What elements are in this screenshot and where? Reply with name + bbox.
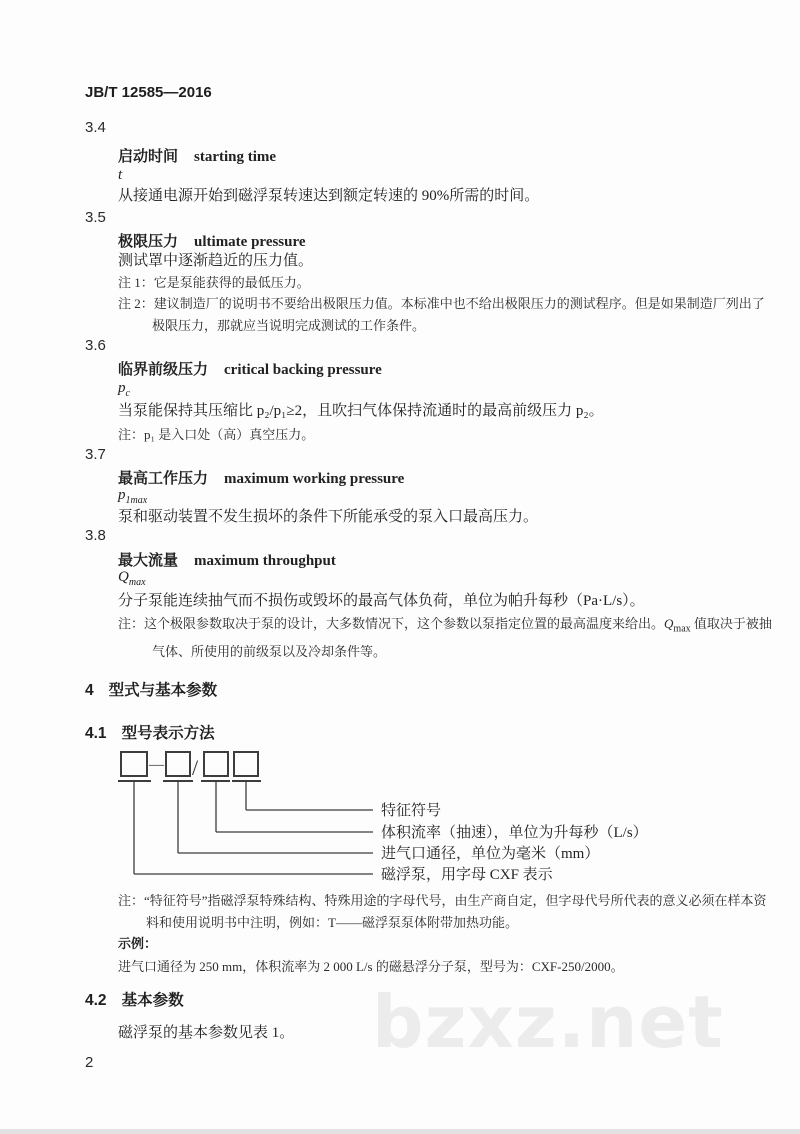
note-2-text: 建议制造厂的说明书不要给出极限压力值。本标准中也不给出极限压力的测试程序。但是如果制造厂列出了极限压力，那就应当说明完成测试的工作条件。 [152, 296, 765, 333]
designation-box-3 [204, 752, 228, 776]
term-line-3-6 [118, 358, 382, 379]
term-cn-3-8: 最大流量 [118, 552, 179, 569]
symbol-3-8 [118, 569, 146, 588]
term-en-3-5: ultimate pressure [194, 234, 306, 250]
term-en-3-8: maximum throughput [194, 553, 336, 569]
designation-box-2 [166, 752, 190, 776]
page-number: 2 [85, 1054, 94, 1071]
leader-lines [134, 781, 373, 874]
standard-number-header: JB/T 12585—2016 [85, 84, 212, 101]
note-2-3-5 [118, 293, 774, 337]
watermark: bzxz.net [372, 980, 724, 1064]
dash-separator: — [149, 757, 164, 773]
section-title-4-1: 型号表示方法 [121, 725, 215, 742]
symbol-sub-3-8: max [128, 577, 146, 588]
section-number-4-2: 4.2 [85, 992, 107, 1009]
term-cn-3-4: 启动时间 [118, 148, 179, 165]
term-cn-3-7: 最高工作压力 [118, 470, 209, 487]
slash-separator: / [192, 755, 199, 780]
designation-box-1 [121, 752, 147, 776]
symbol-sub-3-6: c [125, 388, 130, 399]
note-2-label: 注 2： [118, 296, 154, 311]
symbol-3-4: t [118, 167, 123, 183]
term-line-3-7 [118, 467, 404, 488]
term-line-3-4 [118, 145, 276, 166]
chapter-title-4: 型式与基本参数 [108, 682, 218, 699]
designation-box-4 [234, 752, 258, 776]
symbol-main-3-7: p [118, 487, 126, 503]
chapter-number-4: 4 [85, 682, 94, 699]
note-text-post-3-8: 值取决于被抽气体、所使用的前级泵以及冷却条件等。 [152, 616, 772, 659]
diagram-label-inlet-diameter: 进气口通径，单位为毫米（mm） [381, 846, 600, 862]
note-3-6 [118, 424, 314, 446]
diagram-label-feature-code: 特征符号 [381, 803, 442, 819]
example-label: 示例： [118, 936, 158, 951]
body-4-2: 磁浮泵的基本参数见表 1。 [118, 1025, 295, 1041]
section-title-4-2: 基本参数 [121, 992, 184, 1009]
note-symbol-sub-3-8: max [673, 623, 691, 635]
definition-3-6: 当泵能保持其压缩比 p₂/p₁≥2，且吹扫气体保持流通时的最高前级压力 p₂。 [118, 403, 604, 419]
chapter-heading-4 [85, 678, 217, 700]
definition-3-7: 泵和驱动装置不发生损坏的条件下所能承受的泵入口最高压力。 [118, 509, 539, 525]
symbol-sub-3-7: 1max [125, 495, 148, 506]
section-heading-4-1 [85, 721, 215, 743]
diagram-note-text: “特征符号”指磁浮泵特殊结构、特殊用途的字母代号，由生产商自定，但字母代号所代表的意义必须在样本资料和使用说明书中注明，例如：T——磁浮泵泵体附带加热功能。 [144, 893, 767, 930]
term-en-3-7: maximum working pressure [224, 471, 405, 487]
term-en-3-4: starting time [194, 149, 277, 165]
note-1-3-5 [118, 272, 310, 294]
definition-3-4: 从接通电源开始到磁浮泵转速达到额定转速的 90%所需的时间。 [118, 188, 540, 204]
note-text-pre-3-8: 这个极限参数取决于泵的设计，大多数情况下，这个参数以泵指定位置的最高温度来给出。 [144, 616, 665, 631]
section-number-3-4: 3.4 [85, 119, 106, 136]
section-number-3-6: 3.6 [85, 337, 106, 354]
term-en-3-6: critical backing pressure [224, 362, 382, 378]
symbol-3-6 [118, 380, 130, 399]
designation-boxes [118, 752, 261, 781]
note-symbol-3-8: Q [664, 616, 674, 631]
section-number-3-5: 3.5 [85, 209, 106, 226]
symbol-main-3-6: p [118, 380, 126, 396]
diagram-label-volume-flow: 体积流率（抽速），单位为升每秒（L/s） [381, 825, 648, 841]
example-text: 进气口通径为 250 mm，体积流率为 2 000 L/s 的磁悬浮分子泵，型号为：CXF-250/2000。 [118, 959, 624, 974]
diagram-note-label: 注： [118, 893, 145, 908]
section-heading-4-2 [85, 988, 184, 1010]
section-number-3-8: 3.8 [85, 527, 106, 544]
term-cn-3-5: 极限压力 [118, 233, 179, 250]
term-cn-3-6: 临界前级压力 [118, 361, 209, 378]
section-number-4-1: 4.1 [85, 725, 107, 742]
symbol-3-7 [118, 487, 147, 506]
section-number-3-7: 3.7 [85, 446, 106, 463]
term-line-3-5 [118, 230, 306, 251]
diagram-note [118, 890, 770, 934]
note-label-3-6: 注： [118, 427, 145, 442]
symbol-main-3-8: Q [118, 569, 129, 585]
model-designation-diagram [118, 748, 748, 893]
term-line-3-8 [118, 549, 336, 570]
definition-3-8: 分子泵能连续抽气而不损伤或毁坏的最高气体负荷，单位为帕升每秒（Pa·L/s）。 [118, 593, 645, 609]
definition-3-5: 测试罩中逐渐趋近的压力值。 [118, 253, 314, 269]
note-text-3-6: p₁ 是入口处（高）真空压力。 [144, 427, 315, 442]
diagram-label-pump-letters: 磁浮泵，用字母 CXF 表示 [381, 867, 553, 883]
note-label-3-8: 注： [118, 616, 145, 631]
note-3-8 [118, 613, 774, 663]
note-1-label: 注 1： [118, 275, 154, 290]
note-1-text: 它是泵能获得的最低压力。 [153, 275, 310, 290]
